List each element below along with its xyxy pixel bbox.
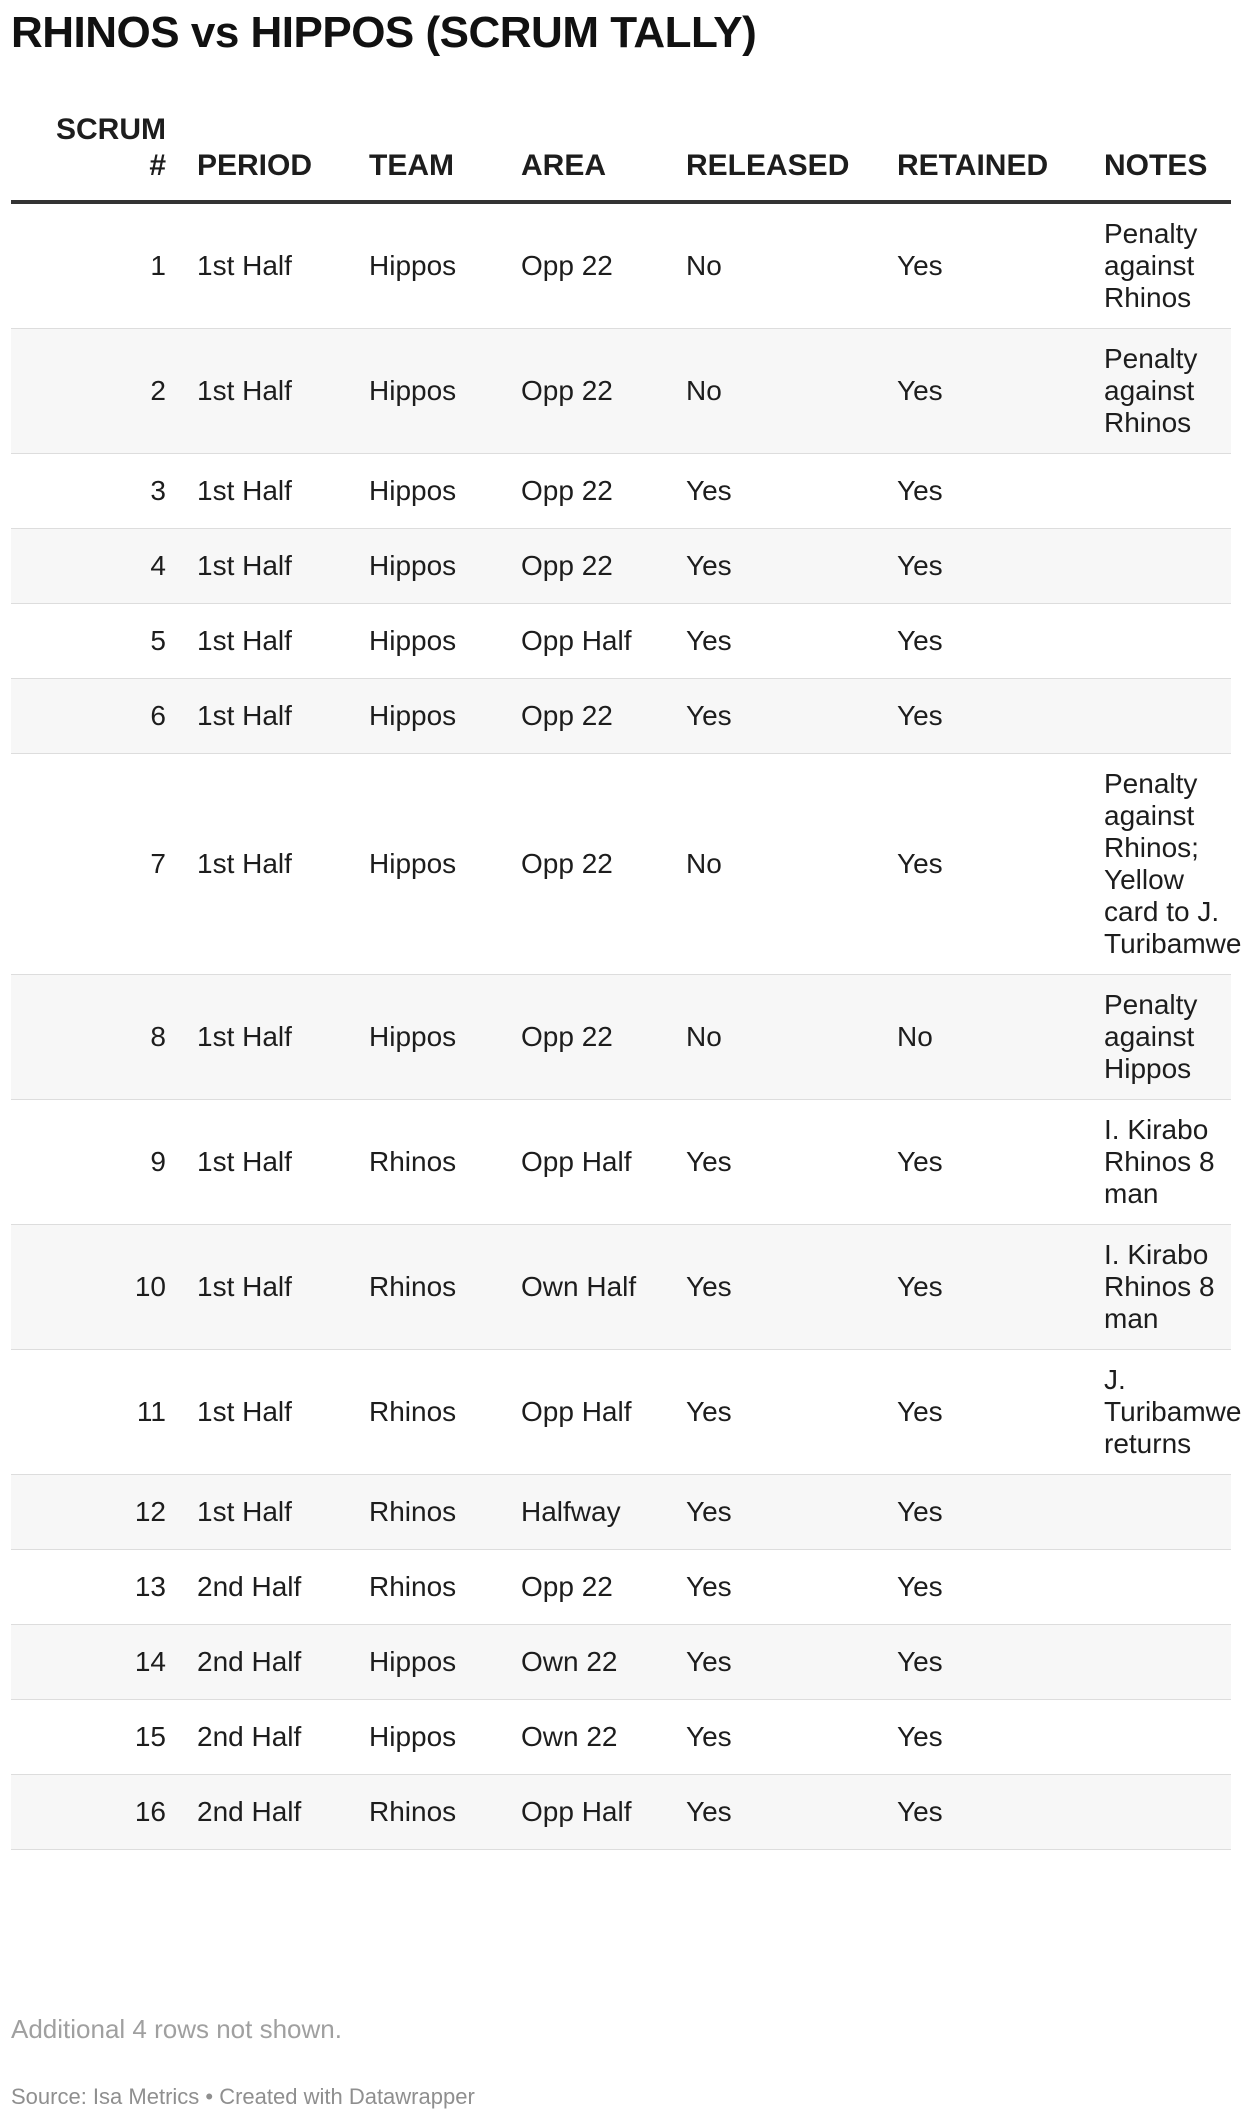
cell-retained: Yes	[876, 1350, 1083, 1475]
header-area[interactable]: AREA	[500, 110, 665, 202]
header-team[interactable]: TEAM	[348, 110, 500, 202]
cell-period: 2nd Half	[176, 1625, 348, 1700]
cell-notes: I. Kirabo Rhinos 8 man	[1083, 1100, 1231, 1225]
table-row	[11, 1700, 1231, 1775]
cell-period: 2nd Half	[176, 1775, 348, 1850]
source-credit: Source: Isa Metrics • Created with Datawrapper	[11, 2084, 475, 2109]
rows-not-shown-note: Additional 4 rows not shown.	[11, 2014, 342, 2044]
cell-period: 1st Half	[176, 679, 348, 754]
cell-period: 1st Half	[176, 754, 348, 975]
cell-scrum-number: 3	[11, 454, 176, 529]
cell-team: Rhinos	[348, 1100, 500, 1225]
cell-released: Yes	[665, 1550, 876, 1625]
table-row	[11, 754, 1231, 975]
cell-period: 1st Half	[176, 529, 348, 604]
cell-team: Hippos	[348, 1625, 500, 1700]
cell-scrum-number: 6	[11, 679, 176, 754]
table-row	[11, 1350, 1231, 1475]
table-row	[11, 454, 1231, 529]
table-row	[11, 1100, 1231, 1225]
cell-retained: Yes	[876, 754, 1083, 975]
cell-period: 1st Half	[176, 454, 348, 529]
cell-released: Yes	[665, 1775, 876, 1850]
cell-period: 1st Half	[176, 975, 348, 1100]
cell-scrum-number: 2	[11, 329, 176, 454]
table-row	[11, 604, 1231, 679]
cell-released: No	[665, 975, 876, 1100]
cell-notes: I. Kirabo Rhinos 8 man	[1083, 1225, 1231, 1350]
cell-area: Opp 22	[500, 754, 665, 975]
cell-area: Own 22	[500, 1700, 665, 1775]
cell-notes	[1083, 1625, 1231, 1700]
cell-area: Halfway	[500, 1475, 665, 1550]
cell-team: Rhinos	[348, 1550, 500, 1625]
cell-team: Hippos	[348, 529, 500, 604]
scrum-table-container	[11, 110, 1241, 1850]
cell-area: Opp 22	[500, 679, 665, 754]
cell-scrum-number: 1	[11, 202, 176, 329]
cell-released: No	[665, 202, 876, 329]
cell-notes: J. Turibamwe returns	[1083, 1350, 1231, 1475]
cell-released: Yes	[665, 454, 876, 529]
cell-area: Opp 22	[500, 975, 665, 1100]
cell-released: Yes	[665, 604, 876, 679]
cell-released: Yes	[665, 679, 876, 754]
cell-notes	[1083, 1475, 1231, 1550]
cell-area: Opp 22	[500, 529, 665, 604]
cell-area: Opp 22	[500, 202, 665, 329]
cell-scrum-number: 16	[11, 1775, 176, 1850]
cell-period: 2nd Half	[176, 1700, 348, 1775]
table-row	[11, 679, 1231, 754]
cell-scrum-number: 5	[11, 604, 176, 679]
cell-scrum-number: 11	[11, 1350, 176, 1475]
cell-area: Opp 22	[500, 454, 665, 529]
table-row	[11, 529, 1231, 604]
scrum-table	[11, 110, 1241, 1850]
cell-period: 1st Half	[176, 1475, 348, 1550]
cell-released: No	[665, 329, 876, 454]
cell-scrum-number: 15	[11, 1700, 176, 1775]
table-row	[11, 1775, 1231, 1850]
table-row	[11, 329, 1231, 454]
cell-retained: Yes	[876, 1775, 1083, 1850]
cell-team: Hippos	[348, 975, 500, 1100]
cell-team: Hippos	[348, 604, 500, 679]
cell-retained: Yes	[876, 604, 1083, 679]
cell-notes: Penalty against Rhinos	[1083, 202, 1231, 329]
cell-team: Hippos	[348, 1700, 500, 1775]
cell-retained: Yes	[876, 329, 1083, 454]
cell-period: 1st Half	[176, 1225, 348, 1350]
cell-area: Opp Half	[500, 1775, 665, 1850]
cell-retained: Yes	[876, 1225, 1083, 1350]
cell-scrum-number: 7	[11, 754, 176, 975]
header-released[interactable]: RELEASED	[665, 110, 876, 202]
cell-notes	[1083, 604, 1231, 679]
cell-retained: Yes	[876, 1100, 1083, 1225]
cell-released: No	[665, 754, 876, 975]
cell-retained: No	[876, 975, 1083, 1100]
cell-notes	[1083, 1775, 1231, 1850]
cell-period: 1st Half	[176, 202, 348, 329]
cell-area: Opp Half	[500, 1100, 665, 1225]
cell-scrum-number: 8	[11, 975, 176, 1100]
header-period[interactable]: PERIOD	[176, 110, 348, 202]
cell-area: Opp 22	[500, 1550, 665, 1625]
cell-released: Yes	[665, 1625, 876, 1700]
page-title: RHINOS vs HIPPOS (SCRUM TALLY)	[11, 8, 757, 57]
cell-team: Hippos	[348, 679, 500, 754]
cell-period: 1st Half	[176, 1350, 348, 1475]
cell-released: Yes	[665, 1700, 876, 1775]
table-row	[11, 1225, 1231, 1350]
cell-retained: Yes	[876, 202, 1083, 329]
cell-scrum-number: 10	[11, 1225, 176, 1350]
cell-notes	[1083, 529, 1231, 604]
cell-released: Yes	[665, 1475, 876, 1550]
table-body	[11, 202, 1241, 1850]
cell-team: Rhinos	[348, 1775, 500, 1850]
cell-notes: Penalty against Rhinos	[1083, 329, 1231, 454]
cell-released: Yes	[665, 1350, 876, 1475]
cell-team: Hippos	[348, 754, 500, 975]
cell-scrum-number: 9	[11, 1100, 176, 1225]
cell-retained: Yes	[876, 454, 1083, 529]
header-retained[interactable]: RETAINED	[876, 110, 1083, 202]
cell-notes	[1083, 454, 1231, 529]
cell-area: Own 22	[500, 1625, 665, 1700]
cell-team: Hippos	[348, 329, 500, 454]
cell-team: Rhinos	[348, 1225, 500, 1350]
cell-released: Yes	[665, 1100, 876, 1225]
table-row	[11, 1550, 1231, 1625]
cell-team: Hippos	[348, 202, 500, 329]
cell-released: Yes	[665, 529, 876, 604]
cell-retained: Yes	[876, 679, 1083, 754]
cell-area: Opp Half	[500, 1350, 665, 1475]
cell-period: 1st Half	[176, 604, 348, 679]
cell-released: Yes	[665, 1225, 876, 1350]
header-scrum-number[interactable]: SCRUM #	[11, 110, 176, 202]
cell-retained: Yes	[876, 1550, 1083, 1625]
table-row	[11, 202, 1231, 329]
cell-scrum-number: 14	[11, 1625, 176, 1700]
cell-period: 1st Half	[176, 1100, 348, 1225]
cell-team: Rhinos	[348, 1350, 500, 1475]
cell-notes	[1083, 679, 1231, 754]
table-row	[11, 1625, 1231, 1700]
cell-area: Opp Half	[500, 604, 665, 679]
cell-notes: Penalty against Rhinos; Yellow card to J. Turibamwe	[1083, 754, 1231, 975]
header-notes[interactable]: NOTES	[1083, 110, 1231, 202]
cell-retained: Yes	[876, 1700, 1083, 1775]
table-header-row	[11, 110, 1231, 202]
cell-area: Opp 22	[500, 329, 665, 454]
cell-retained: Yes	[876, 1625, 1083, 1700]
cell-scrum-number: 13	[11, 1550, 176, 1625]
cell-area: Own Half	[500, 1225, 665, 1350]
table-row	[11, 975, 1231, 1100]
cell-notes	[1083, 1700, 1231, 1775]
cell-notes: Penalty against Hippos	[1083, 975, 1231, 1100]
cell-period: 2nd Half	[176, 1550, 348, 1625]
cell-retained: Yes	[876, 529, 1083, 604]
cell-team: Rhinos	[348, 1475, 500, 1550]
cell-scrum-number: 12	[11, 1475, 176, 1550]
table-row	[11, 1475, 1231, 1550]
cell-retained: Yes	[876, 1475, 1083, 1550]
cell-scrum-number: 4	[11, 529, 176, 604]
cell-period: 1st Half	[176, 329, 348, 454]
cell-team: Hippos	[348, 454, 500, 529]
cell-notes	[1083, 1550, 1231, 1625]
